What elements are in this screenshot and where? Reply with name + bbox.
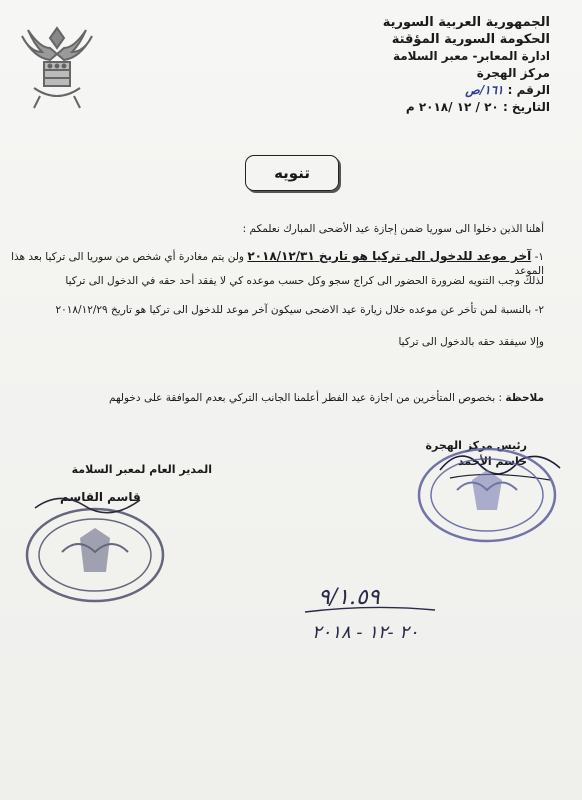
reference-label: الرقم : (507, 83, 550, 97)
letterhead-country: الجمهورية العربية السورية (382, 15, 550, 30)
date-value: ٢٠ / ١٢ /٢٠١٨ م (405, 100, 499, 114)
official-stamp-right (412, 440, 562, 550)
note-text: : بخصوص المتأخرين من اجازة عيد الفطر أعلمنا الجانب التركي بعدم الموافقة على دخولهم (108, 392, 506, 404)
item-1-number: ١- (534, 251, 544, 263)
date-row (290, 99, 550, 116)
handwritten-annotation-2: ٢٠ -١٢ - ٢٠١٨ (312, 622, 419, 643)
signer-left-name: قاسم القاسم (60, 490, 141, 504)
note-label: ملاحظة (505, 392, 544, 404)
signer-left-title: المدير العام لمعبر السلامة (71, 463, 212, 476)
item-2-continuation: وإلا سيفقد حقه بالدخول الى تركيا (398, 336, 544, 348)
signer-right-title: رئيس مركز الهجرة (425, 439, 527, 452)
item-1-continuation: لذلك وجب التنويه لضرورة الحضور الى كراج سجو وكل حسب موعده كي لا يفقد أحد حقه في الدخول الى تركيا (65, 275, 544, 287)
intro-paragraph: أهلنا الذين دخلوا الى سوريا ضمن إجازة عيد الأضحى المبارك نعلمكم : (242, 223, 544, 235)
letterhead-government: الحكومة السورية المؤقتة (391, 32, 550, 47)
handwritten-annotation-1: ٩/١.٥٩ (318, 585, 380, 610)
signer-right-name: جاسم الأحمد (458, 455, 527, 468)
eagle-emblem-icon (14, 18, 100, 114)
letterhead (290, 14, 550, 116)
note-paragraph (24, 391, 544, 405)
handwritten-underline (300, 600, 440, 620)
reference-number-row (290, 82, 550, 99)
date-label: التاريخ : (502, 100, 550, 114)
item-1-deadline: آخر موعد للدخول الى تركيا هو تاريخ ٢٠١٨/١٢/٣١ (247, 249, 532, 263)
item-1-text: ولن يتم مغادرة أي شخص من سوريا الى تركيا بعد هذا الموعد (11, 251, 544, 277)
handwritten-signature-left (30, 488, 160, 518)
letterhead-department: ادارة المعابر- معبر السلامة (392, 49, 550, 63)
notice-title: تنويه (245, 155, 339, 191)
item-2: ٢- بالنسبة لمن تأخر عن موعده خلال زيارة عيد الاضحى سيكون آخر موعد للدخول الى تركيا هو تاريخ ٢٠١٨/١٢/٢٩ (55, 304, 544, 316)
letterhead-center: مركز الهجرة (476, 66, 550, 80)
reference-value: ١٦١/ص (465, 83, 504, 97)
